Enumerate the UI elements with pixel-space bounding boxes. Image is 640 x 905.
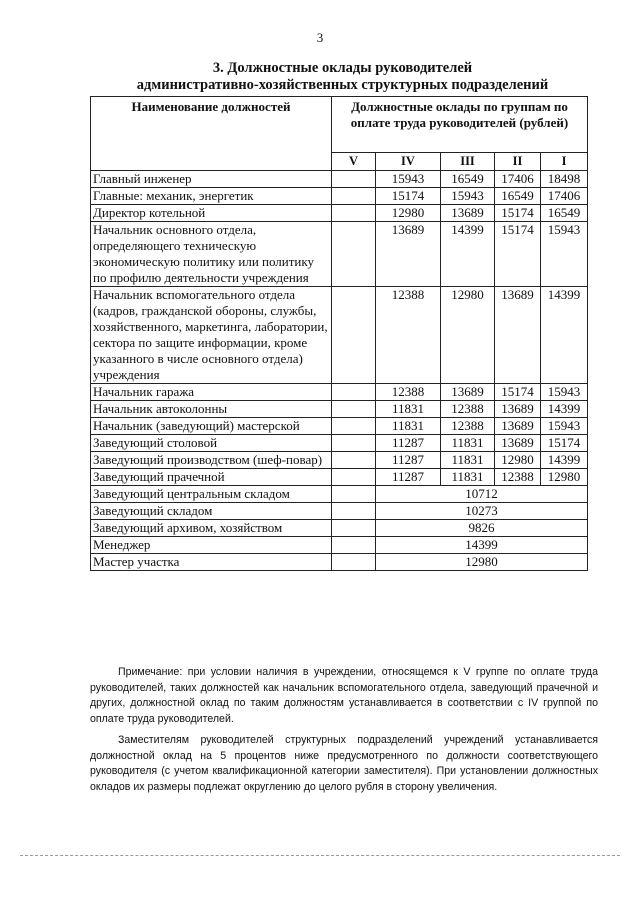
- salary-value: 14399: [541, 287, 588, 384]
- salary-value: 13689: [495, 435, 541, 452]
- salary-value: 13689: [441, 384, 495, 401]
- salary-value: 12980: [376, 205, 441, 222]
- salary-value: [332, 188, 376, 205]
- salary-value: 11831: [441, 469, 495, 486]
- salary-value: 17406: [495, 171, 541, 188]
- salary-value: 11287: [376, 469, 441, 486]
- table-row: [91, 171, 588, 188]
- salary-value: 17406: [541, 188, 588, 205]
- salary-value: 9826: [376, 520, 588, 537]
- position-name: Заведующий складом: [91, 503, 332, 520]
- table-row: [91, 486, 588, 503]
- table-row: [91, 384, 588, 401]
- page-number: 3: [316, 30, 324, 45]
- notes: [90, 665, 598, 801]
- empty-cell: [332, 503, 376, 520]
- salary-value: [332, 452, 376, 469]
- salary-value: 12980: [376, 554, 588, 571]
- salary-value: 15174: [495, 384, 541, 401]
- salary-value: 15943: [441, 188, 495, 205]
- salary-value: 13689: [441, 205, 495, 222]
- salary-value: 11287: [376, 435, 441, 452]
- salary-value: 15943: [376, 171, 441, 188]
- position-name: Заведующий центральным складом: [91, 486, 332, 503]
- table-row: [91, 205, 588, 222]
- title-line-1: 3. Должностные оклады руководителей: [212, 60, 473, 76]
- salary-value: 11831: [376, 401, 441, 418]
- empty-cell: [332, 554, 376, 571]
- table-row: [91, 452, 588, 469]
- salary-value: 18498: [541, 171, 588, 188]
- table-row: [91, 188, 588, 205]
- position-name: Директор котельной: [91, 205, 332, 222]
- table-row: [91, 401, 588, 418]
- empty-cell: [332, 520, 376, 537]
- position-name: Начальник гаража: [91, 384, 332, 401]
- group-header-4: I: [541, 153, 588, 171]
- group-header-1: IV: [376, 153, 441, 171]
- page-title: [90, 60, 595, 94]
- position-name: Мастер участка: [91, 554, 332, 571]
- divider: [20, 855, 620, 856]
- position-name: Главный инженер: [91, 171, 332, 188]
- table-row: [91, 418, 588, 435]
- empty-cell: [332, 486, 376, 503]
- position-name: Заведующий производством (шеф-повар): [91, 452, 332, 469]
- salary-value: 14399: [441, 222, 495, 287]
- header-position: Наименование должностей: [91, 97, 332, 171]
- salary-value: 14399: [541, 401, 588, 418]
- position-name: Главные: механик, энергетик: [91, 188, 332, 205]
- salary-value: 15943: [541, 384, 588, 401]
- salary-value: [332, 171, 376, 188]
- group-header-0: V: [332, 153, 376, 171]
- salary-value: 14399: [541, 452, 588, 469]
- table-row: [91, 222, 588, 287]
- salary-value: 16549: [441, 171, 495, 188]
- salary-value: 13689: [495, 401, 541, 418]
- position-name: Начальник вспомогательного отдела (кадров, гражданской обороны, службы, хозяйственного, маркетинга, лаборатории, сектора по защите информации, кроме указанного в числе основного отдела) учреждения: [91, 287, 332, 384]
- salary-value: [332, 435, 376, 452]
- salary-value: 16549: [541, 205, 588, 222]
- table-row: [91, 503, 588, 520]
- table-row: [91, 435, 588, 452]
- salary-value: 11831: [441, 435, 495, 452]
- salary-value: 12980: [441, 287, 495, 384]
- salary-value: 10273: [376, 503, 588, 520]
- salary-value: 16549: [495, 188, 541, 205]
- salary-value: 14399: [376, 537, 588, 554]
- salary-value: 12388: [376, 287, 441, 384]
- salary-value: [332, 469, 376, 486]
- salary-value: [332, 384, 376, 401]
- header-groups: Должностные оклады по группам по оплате труда руководителей (рублей): [332, 97, 588, 153]
- position-name: Начальник автоколонны: [91, 401, 332, 418]
- salary-value: 11287: [376, 452, 441, 469]
- salary-value: 15174: [495, 222, 541, 287]
- salary-value: 10712: [376, 486, 588, 503]
- salary-value: [332, 418, 376, 435]
- position-name: Заведующий архивом, хозяйством: [91, 520, 332, 537]
- salary-value: 12388: [441, 418, 495, 435]
- group-header-3: II: [495, 153, 541, 171]
- table-row: [91, 554, 588, 571]
- position-name: Заведующий столовой: [91, 435, 332, 452]
- salary-value: 12388: [376, 384, 441, 401]
- title-line-2: административно-хозяйственных структурных подразделений: [136, 77, 549, 93]
- note-2: Заместителям руководителей структурных подразделений учреждений устанавливается должностной оклад на 5 процентов ниже предусмотренного по должности соответствующего руководителя (с учетом квалификационной категории заместителя). При установлении должностных окладов их размеры подлежат округлению до целого рубля в сторону увеличения.: [90, 734, 598, 793]
- salary-value: 12388: [495, 469, 541, 486]
- position-name: Начальник (заведующий) мастерской: [91, 418, 332, 435]
- salary-value: 11831: [376, 418, 441, 435]
- salary-value: 15943: [541, 418, 588, 435]
- salary-value: 15174: [376, 188, 441, 205]
- salary-value: 13689: [376, 222, 441, 287]
- salary-value: [332, 205, 376, 222]
- salary-value: 15174: [495, 205, 541, 222]
- salary-value: 13689: [495, 418, 541, 435]
- note-1: Примечание: при условии наличия в учреждении, относящемся к V группе по оплате труда руководителей, таких должностей как начальник вспомогательного отдела, заведующий прачечной и других, должностной оклад по таким должностям устанавливается в соответствии с IV группой по оплате труда руководителей.: [90, 666, 598, 725]
- table-row: [91, 537, 588, 554]
- salary-value: 15943: [541, 222, 588, 287]
- empty-cell: [332, 537, 376, 554]
- salary-value: 12388: [441, 401, 495, 418]
- salary-value: [332, 401, 376, 418]
- salary-value: [332, 287, 376, 384]
- position-name: Менеджер: [91, 537, 332, 554]
- table-row: [91, 520, 588, 537]
- salary-value: 15174: [541, 435, 588, 452]
- salary-table: [90, 96, 588, 571]
- table-row: [91, 287, 588, 384]
- position-name: Начальник основного отдела, определяющего техническую экономическую политику или политику по профилю деятельности учреждения: [91, 222, 332, 287]
- table-row: [91, 469, 588, 486]
- salary-value: 13689: [495, 287, 541, 384]
- salary-value: 12980: [541, 469, 588, 486]
- salary-value: 11831: [441, 452, 495, 469]
- group-header-2: III: [441, 153, 495, 171]
- position-name: Заведующий прачечной: [91, 469, 332, 486]
- salary-value: 12980: [495, 452, 541, 469]
- salary-value: [332, 222, 376, 287]
